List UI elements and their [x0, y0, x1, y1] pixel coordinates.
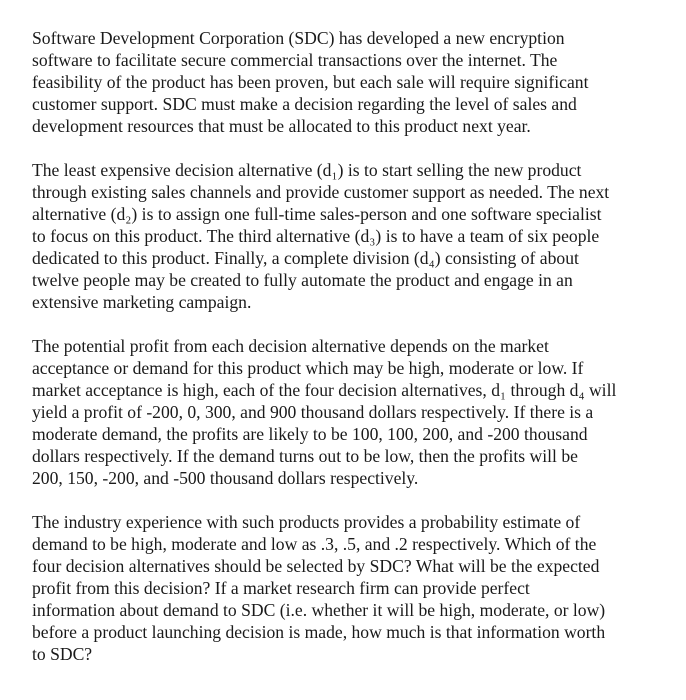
text-line: before a product launching decision is made, how much is that information worth [32, 622, 606, 642]
text-line: market acceptance is high, each of the four decision alternatives, d₁ through d₄ will [32, 380, 617, 400]
text-line: extensive marketing campaign. [32, 292, 252, 312]
text-line: twelve people may be created to fully automate the product and engage in an [32, 270, 573, 290]
text-line: acceptance or demand for this product which may be high, moderate or low. If [32, 358, 584, 378]
text-line: The least expensive decision alternative (d₁) is to start selling the new product [32, 160, 582, 180]
text-line: demand to be high, moderate and low as .3, .5, and .2 respectively. Which of the [32, 534, 597, 554]
text-line: customer support. SDC must make a decision regarding the level of sales and [32, 94, 577, 114]
paragraph-introduction [32, 27, 672, 137]
paragraph-profits [32, 335, 672, 489]
text-line: four decision alternatives should be selected by SDC? What will be the expected [32, 556, 600, 576]
paragraph-decision-alternatives [32, 159, 672, 313]
text-line: information about demand to SDC (i.e. whether it will be high, moderate, or low) [32, 600, 606, 620]
text-line: Software Development Corporation (SDC) has developed a new encryption [32, 28, 565, 48]
text-line: dedicated to this product. Finally, a complete division (d₄) consisting of about [32, 248, 579, 268]
text-line: to focus on this product. The third alternative (d₃) is to have a team of six people [32, 226, 600, 246]
text-line: 200, 150, -200, and -500 thousand dollars respectively. [32, 468, 419, 488]
text-line: profit from this decision? If a market research firm can provide perfect [32, 578, 530, 598]
text-line: development resources that must be allocated to this product next year. [32, 116, 531, 136]
text-line: feasibility of the product has been proven, but each sale will require significant [32, 72, 589, 92]
paragraph-questions [32, 511, 672, 665]
text-line: alternative (d₂) is to assign one full-time sales-person and one software specialist [32, 204, 602, 224]
text-line: moderate demand, the profits are likely to be 100, 100, 200, and -200 thousand [32, 424, 588, 444]
text-line: dollars respectively. If the demand turns out to be low, then the profits will be [32, 446, 578, 466]
text-line: The potential profit from each decision alternative depends on the market [32, 336, 549, 356]
text-line: yield a profit of -200, 0, 300, and 900 thousand dollars respectively. If there is a [32, 402, 594, 422]
text-line: software to facilitate secure commercial transactions over the internet. The [32, 50, 558, 70]
text-line: The industry experience with such products provides a probability estimate of [32, 512, 581, 532]
text-line: to SDC? [32, 644, 93, 664]
text-line: through existing sales channels and provide customer support as needed. The next [32, 182, 610, 202]
